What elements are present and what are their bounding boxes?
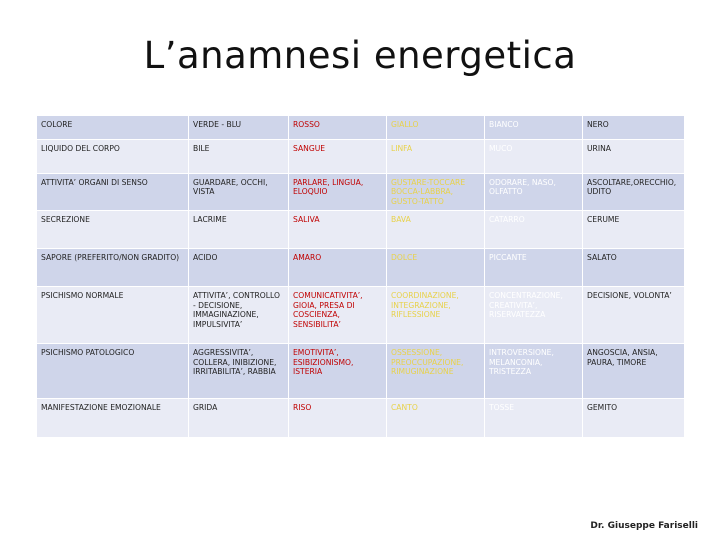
table-cell: MUCO xyxy=(485,140,583,174)
row-label: PSICHISMO NORMALE xyxy=(37,287,189,344)
table-cell: AMARO xyxy=(289,249,387,287)
page-title: L’anamnesi energetica xyxy=(143,34,577,77)
table-cell: COORDINAZIONE, INTEGRAZIONE, RIFLESSIONE xyxy=(387,287,485,344)
table-cell: TOSSE xyxy=(485,399,583,438)
table-cell: OSSESSIONE, PREOCCUPAZIONE, RIMUGINAZIONE xyxy=(387,344,485,399)
table-cell: DOLCE xyxy=(387,249,485,287)
table-row xyxy=(37,174,685,211)
table-cell: CERUME xyxy=(583,211,685,249)
table-row xyxy=(37,140,685,174)
table-cell: NERO xyxy=(583,116,685,140)
table-cell: DECISIONE, VOLONTA’ xyxy=(583,287,685,344)
table-cell: PICCANTE xyxy=(485,249,583,287)
table-cell: COMUNICATIVITA’, GIOIA, PRESA DI COSCIENZA, SENSIBILITA’ xyxy=(289,287,387,344)
table-cell: CATARRO xyxy=(485,211,583,249)
table-cell: INTROVERSIONE, MELANCONIA, TRISTEZZA xyxy=(485,344,583,399)
row-label: ATTIVITA’ ORGANI DI SENSO xyxy=(37,174,189,211)
table-row xyxy=(37,399,685,438)
row-label: LIQUIDO DEL CORPO xyxy=(37,140,189,174)
table-cell: CONCENTRAZIONE, CREATIVITA’, RISERVATEZZA xyxy=(485,287,583,344)
table-cell: GUARDARE, OCCHI, VISTA xyxy=(189,174,289,211)
table-cell: PARLARE, LINGUA, ELOQUIO xyxy=(289,174,387,211)
table-cell: URINA xyxy=(583,140,685,174)
energy-table xyxy=(36,115,685,438)
table-cell: EMOTIVITA’, ESIBIZIONISMO, ISTERIA xyxy=(289,344,387,399)
table-row xyxy=(37,211,685,249)
table-cell: ACIDO xyxy=(189,249,289,287)
table-cell: BIANCO xyxy=(485,116,583,140)
table-cell: AGGRESSIVITA’, COLLERA, INIBIZIONE, IRRITABILITA’, RABBIA xyxy=(189,344,289,399)
row-label: MANIFESTAZIONE EMOZIONALE xyxy=(37,399,189,438)
table-cell: VERDE - BLU xyxy=(189,116,289,140)
table-cell: SALATO xyxy=(583,249,685,287)
table-cell: BILE xyxy=(189,140,289,174)
table-cell: GRIDA xyxy=(189,399,289,438)
table-cell: ODORARE, NASO, OLFATTO xyxy=(485,174,583,211)
table-cell: GEMITO xyxy=(583,399,685,438)
row-label: PSICHISMO PATOLOGICO xyxy=(37,344,189,399)
table-row xyxy=(37,344,685,399)
table-cell: GUSTARE-TOCCARE BOCCA-LABBRA, GUSTO-TATTO xyxy=(387,174,485,211)
table-row xyxy=(37,249,685,287)
row-label: COLORE xyxy=(37,116,189,140)
table-cell: BAVA xyxy=(387,211,485,249)
table-cell: RISO xyxy=(289,399,387,438)
row-label: SAPORE (PREFERITO/NON GRADITO) xyxy=(37,249,189,287)
table-cell: CANTO xyxy=(387,399,485,438)
table-row xyxy=(37,116,685,140)
table-cell: LINFA xyxy=(387,140,485,174)
table-cell: ASCOLTARE,ORECCHIO, UDITO xyxy=(583,174,685,211)
row-label: SECREZIONE xyxy=(37,211,189,249)
table-cell: GIALLO xyxy=(387,116,485,140)
table-cell: ATTIVITA’, CONTROLLO - DECISIONE, IMMAGINAZIONE, IMPULSIVITA’ xyxy=(189,287,289,344)
table-cell: ROSSO xyxy=(289,116,387,140)
table-cell: ANGOSCIA, ANSIA, PAURA, TIMORE xyxy=(583,344,685,399)
author-credit: Dr. Giuseppe Fariselli xyxy=(590,521,698,531)
table-cell: LACRIME xyxy=(189,211,289,249)
table-cell: SANGUE xyxy=(289,140,387,174)
table-row xyxy=(37,287,685,344)
table-cell: SALIVA xyxy=(289,211,387,249)
